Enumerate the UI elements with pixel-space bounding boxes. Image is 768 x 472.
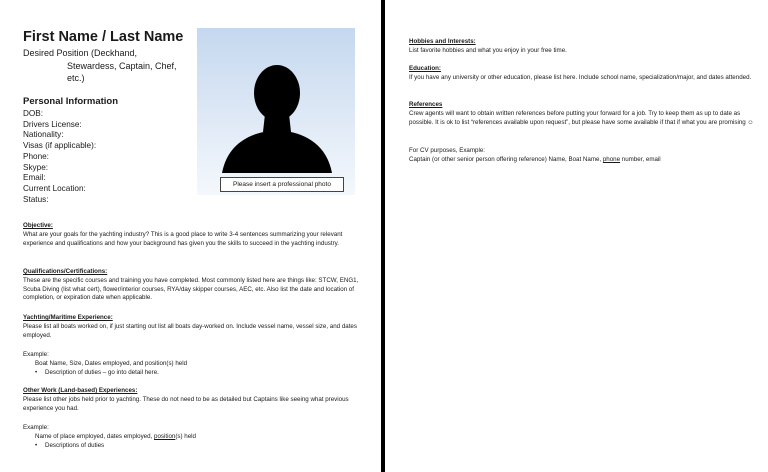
other-work-example-line: [23, 433, 368, 442]
photo-placeholder[interactable]: [197, 28, 355, 195]
other-work-bullet-item: [23, 442, 368, 451]
yachting-heading: Yachting/Maritime Experience:: [23, 314, 113, 321]
hobbies-section: [409, 38, 759, 56]
references-cv-line: [409, 156, 759, 165]
personal-info-heading: Personal Information: [23, 96, 119, 107]
references-cv-part-b: number, email: [620, 155, 661, 163]
other-work-example-part-b: (s) held: [175, 432, 196, 440]
other-work-example-label: Example:: [23, 424, 49, 431]
qualifications-text: These are the specific courses and training you have completed. Most commonly listed here are things like: STCW, ENG1, Scuba Diving (list what cert), flower/interior courses, RYA/day skipper courses, AEC, etc. Also list the date and location of completion, or expiration date when applicable.: [23, 276, 359, 302]
qualifications-heading: Qualifications/Certifications:: [23, 268, 108, 275]
other-work-example-underlined: position: [154, 432, 176, 440]
hobbies-text: List favorite hobbies and what you enjoy in your free time.: [409, 46, 567, 54]
yachting-bullet-text: Description of duties – go into detail here.: [45, 368, 159, 376]
qualifications-section: [23, 268, 373, 303]
desired-position-line2: Stewardess, Captain, Chef,: [67, 60, 177, 71]
references-cv-label: For CV purposes, Example:: [409, 147, 485, 154]
field-visas: Visas (if applicable):: [23, 141, 97, 151]
personal-info-list: [23, 109, 96, 205]
name-heading: First Name / Last Name: [23, 29, 184, 45]
other-work-text: Please list other jobs held prior to yachting. These do not need to be as detailed but Captains like seeing what previous experience you had.: [23, 395, 349, 412]
references-heading: References: [409, 101, 443, 108]
education-section: [409, 65, 759, 83]
objective-text: What are your goals for the yachting industry? This is a good place to write 3-4 sentences summarizing your relevant experience and qualifications and how your background has given you the skills to succeed in the yachting industry.: [23, 230, 343, 247]
references-example: [409, 147, 759, 165]
field-skype: Skype:: [23, 162, 49, 172]
references-cv-part-a: Captain (or other senior person offering reference) Name, Boat Name,: [409, 155, 603, 163]
yachting-text: Please list all boats worked on, if just starting out list all boats day-worked on. Include vessel name, vessel size, and dates employed.: [23, 322, 357, 339]
field-drivers-license: Drivers License:: [23, 119, 82, 129]
desired-position: [23, 47, 193, 85]
desired-position-line1: Desired Position (Deckhand,: [23, 48, 138, 58]
field-nationality: Nationality:: [23, 130, 64, 140]
other-work-example-part-a: Name of place employed, dates employed,: [35, 432, 155, 440]
field-status: Status:: [23, 194, 49, 204]
yachting-example: [23, 351, 368, 377]
other-work-bullet-text: Descriptions of duties: [45, 441, 105, 449]
yachting-bullet-item: [23, 369, 368, 378]
yachting-section: [23, 314, 368, 340]
field-current-location: Current Location:: [23, 183, 86, 193]
education-heading: Education:: [409, 65, 441, 72]
references-section: [409, 101, 759, 127]
field-dob: DOB:: [23, 109, 44, 118]
education-text: If you have any university or other education, please list here. Include school name, specialization/major, and dates attended.: [409, 73, 752, 81]
photo-caption: Please insert a professional photo: [220, 177, 344, 192]
field-email: Email:: [23, 173, 46, 183]
yachting-example-line: Boat Name, Size, Dates employed, and position(s) held: [35, 359, 188, 367]
bullet-icon: •: [35, 368, 38, 376]
yachting-example-label: Example:: [23, 351, 49, 358]
resume-page-left: [0, 0, 380, 472]
objective-section: [23, 222, 371, 248]
objective-heading: Objective:: [23, 222, 53, 229]
bullet-icon: •: [35, 441, 38, 449]
field-phone: Phone:: [23, 151, 49, 161]
other-work-heading: Other Work (Land-based) Experiences:: [23, 387, 138, 394]
hobbies-heading: Hobbies and Interests:: [409, 38, 476, 45]
person-silhouette-icon: [197, 28, 355, 195]
desired-position-line3: etc.): [67, 73, 85, 83]
resume-page-right: [385, 0, 768, 472]
references-text: Crew agents will want to obtain written references before putting your forward for a job. Try to keep them as up to date as possible. It is ok to list “references available upon request”, but please have some available if that if what you are promising ☺: [409, 109, 754, 126]
other-work-example: [23, 424, 368, 450]
references-cv-underlined: phone: [602, 155, 621, 163]
other-work-section: [23, 387, 368, 413]
